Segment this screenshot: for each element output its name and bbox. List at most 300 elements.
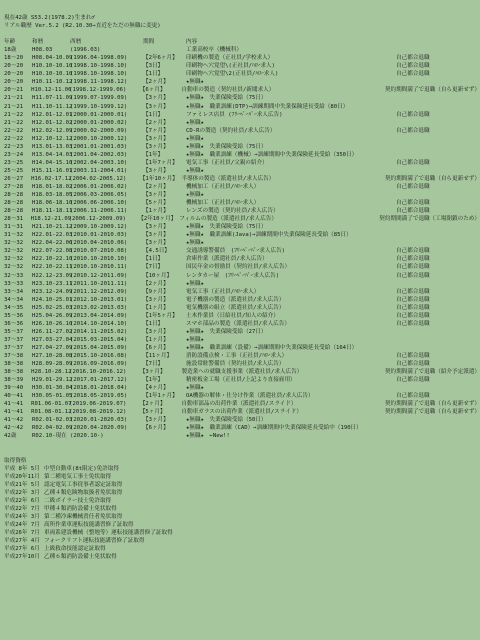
- row-western-year: (1998.12-1999.06): [69, 87, 127, 94]
- row-content: ファミレス店員 (ﾌﾘｰﾍﾟｰﾊﾟｰ求人広告): [186, 111, 283, 118]
- row-note: 自己都合退職: [396, 248, 430, 255]
- license-name: 上級救命技能認定証取得: [44, 546, 106, 553]
- row-age: 20〜20: [4, 63, 24, 70]
- row-note: [396, 328, 480, 336]
- table-row: [4, 86, 480, 94]
- row-content: 自動車ガラスの出荷作業（派遣社員/スライド）: [181, 409, 302, 416]
- row-note: [396, 432, 480, 440]
- table-row: [4, 280, 480, 288]
- row-note: [396, 231, 480, 239]
- row-content: ★無職★ 職業訓練（設備）→訓練期間中失業保険延長受給（164日）: [186, 344, 358, 351]
- row-duration: 【11ヶ月】: [143, 352, 173, 359]
- row-age: 20〜20: [4, 79, 24, 86]
- row-content: ★無職★: [186, 385, 204, 392]
- table-row: [4, 368, 480, 376]
- spacer: [4, 30, 480, 38]
- row-western-year: (2016.09-2016.09): [70, 361, 128, 368]
- row-western-year: (2011.12-2012.09): [70, 288, 128, 295]
- row-western-year: (2009.10-2009.12): [70, 224, 128, 231]
- row-western-year: (2018.01-2018.04): [70, 385, 128, 392]
- row-age: 41〜41: [4, 401, 24, 408]
- row-content: ★無職★ ←New!!: [186, 433, 230, 440]
- row-content: ★無職★ 失業保険受給（27日）: [186, 328, 267, 335]
- row-age: 21〜21: [4, 103, 24, 110]
- row-age: 22〜23: [4, 143, 24, 150]
- row-note: 自己都合退職: [396, 55, 430, 62]
- row-age: 28〜31: [4, 216, 24, 223]
- row-japanese-era: H08.04-10.09: [32, 55, 73, 62]
- row-note: 自己都合退職: [396, 288, 430, 295]
- row-japanese-era: H27.03-27.04: [32, 336, 73, 343]
- row-duration: 【6ヶ月】: [139, 87, 166, 94]
- row-duration: 【1日】: [143, 111, 164, 118]
- row-content: 機械加工（正社員/ﾊﾛｰ求人）: [186, 200, 260, 207]
- row-content: 半導体の製造（派遣社員/求人広告）: [181, 175, 275, 182]
- table-row: [4, 223, 480, 231]
- row-age: 34〜35: [4, 304, 24, 311]
- row-age: 28〜28: [4, 208, 24, 215]
- row-age: 20〜20: [4, 71, 24, 78]
- table-row: [4, 336, 480, 344]
- col-age: 年齢: [4, 39, 16, 46]
- row-western-year: (2014.10-2014.10): [70, 320, 128, 327]
- row-age: 33〜33: [4, 280, 24, 287]
- row-duration: 【3ヶ月】: [143, 192, 169, 199]
- row-content: 電子機器の製造（派遣社員/求人広告）: [186, 296, 285, 303]
- license-item: [4, 545, 480, 553]
- license-date: 平成22年 6月: [4, 497, 40, 504]
- row-duration: 【5ヶ月】: [139, 409, 166, 416]
- row-western-year: (2000.01-2000.01): [70, 111, 128, 118]
- row-duration: 【2年6ヶ月】: [143, 55, 178, 62]
- row-western-year: (2006.03-2006.05): [70, 192, 128, 199]
- row-duration: 【3ヶ月】: [143, 135, 169, 142]
- row-japanese-era: H27.04-27.09: [32, 344, 73, 351]
- row-age: 25〜25: [4, 167, 24, 174]
- row-content: 自動車部品の出荷作業（派遣社員/スライド）: [181, 401, 297, 408]
- row-content: 交通誘導警備員 (ﾌﾘｰﾍﾟｰﾊﾟｰ求人広告): [186, 248, 286, 255]
- row-japanese-era: H18.03-18.05: [32, 192, 73, 199]
- table-row: [4, 103, 480, 111]
- row-japanese-era: H10.11-10.12: [32, 79, 73, 86]
- row-western-year: (2019.06-2019.07): [69, 401, 127, 408]
- row-content: ★無職★ 職業訓練(DTP)→訓練期間中失業保険延長受給（80日）: [186, 103, 349, 110]
- row-duration: 【3ヶ月】: [143, 103, 169, 110]
- row-content: ★無職★ 職業訓練（CAD）→訓練期間中失業保険延長受給中（190日）: [186, 425, 362, 432]
- row-age: 42歳: [4, 433, 17, 440]
- row-content: ★無職★ 失業保険受給（50日）: [186, 417, 267, 424]
- row-note: 自己都合退職: [396, 71, 430, 78]
- table-row: [4, 416, 480, 424]
- table-row: [4, 62, 480, 70]
- license-date: 平成22年 7月: [4, 505, 40, 512]
- row-duration: 【7ヶ月】: [143, 127, 169, 134]
- table-row: [4, 376, 480, 384]
- row-duration: 【1年1ヶ月】: [143, 393, 178, 400]
- license-name: 第二種冷凍機械責任者免状取得: [44, 513, 123, 520]
- table-row: [4, 304, 480, 312]
- row-western-year: (1998.10-1998.10): [70, 71, 128, 78]
- row-japanese-era: H14.04-15.10: [32, 159, 73, 166]
- row-duration: [143, 432, 186, 440]
- row-duration: 【3ヶ月】: [143, 95, 169, 102]
- row-note: [396, 336, 480, 344]
- row-age: 39〜40: [4, 385, 24, 392]
- row-note: [396, 119, 480, 127]
- row-content: レンズの製造（契約社員/求人広告）: [186, 208, 279, 215]
- row-japanese-era: H26.11-27.02: [32, 328, 73, 335]
- row-duration: 【2年10ヶ月】: [138, 216, 177, 223]
- row-japanese-era: H12.01-12.01: [32, 111, 73, 118]
- row-note: 契約期間満了で退職（自ら更新せず）: [384, 409, 480, 416]
- row-duration: 【6ヶ月】: [143, 344, 169, 351]
- header-age-birth: 現在42歳 S53.2(1978.2)生まれ♂: [4, 15, 95, 21]
- row-western-year: (2010.04-2010.06): [70, 240, 128, 247]
- license-item: [4, 537, 480, 545]
- row-note: [396, 135, 480, 143]
- row-duration: 【4.5日】: [143, 248, 170, 255]
- table-row: [4, 151, 480, 159]
- row-duration: 【3ヶ月】: [143, 167, 169, 174]
- table-row: [4, 312, 480, 320]
- row-japanese-era: H11.10-11.12: [32, 103, 73, 110]
- license-name: 乙種６類消防設備士免状取得: [44, 554, 117, 561]
- table-row: [4, 111, 480, 119]
- row-western-year: (2012.10-2013.01): [70, 296, 128, 303]
- row-age: 40〜41: [4, 393, 24, 400]
- row-note: [396, 384, 480, 392]
- row-age: 41〜42: [4, 417, 24, 424]
- row-content: 機械加工（正社員/ﾊﾛｰ求人）: [186, 183, 260, 190]
- row-western-year: (2004.02-2005.12): [69, 175, 127, 182]
- row-note: [396, 78, 480, 86]
- row-age: 22〜22: [4, 135, 24, 142]
- row-japanese-era: H08.03: [32, 47, 53, 54]
- row-age: 35〜37: [4, 328, 24, 335]
- row-note: 契約期間満了で退職（自ら更新せず）: [384, 175, 480, 182]
- license-item: [4, 529, 480, 537]
- row-age: 36〜36: [4, 320, 24, 327]
- row-duration: 【3ヶ月】: [143, 296, 169, 303]
- row-japanese-era: H28.09-28.09: [32, 361, 73, 368]
- row-age: 38〜38: [4, 369, 24, 376]
- row-note: [396, 151, 480, 159]
- license-date: 平成27年10月: [4, 554, 40, 561]
- row-note: [396, 424, 480, 432]
- row-content: スマホ部品の製造（派遣社員/求人広告）: [186, 320, 290, 327]
- row-note: 自己都合退職: [396, 393, 430, 400]
- row-japanese-era: H22.01-22.03: [32, 232, 73, 239]
- row-note: 自己都合退職: [396, 200, 430, 207]
- row-western-year: (2014.11-2015.02): [70, 328, 128, 335]
- row-western-year: (2001.01-2001.03): [70, 143, 128, 150]
- table-row: [4, 127, 480, 135]
- row-duration: 【7日】: [143, 264, 164, 271]
- license-name: 甲種４類消防設備士免状取得: [44, 505, 117, 512]
- row-duration: 【1日】: [143, 256, 164, 263]
- license-item: [4, 553, 480, 561]
- row-content: ★無職★: [186, 167, 204, 174]
- license-name: 車両系建設機械（整地等）運転技能講習修了証取得: [44, 530, 173, 536]
- row-content: 施設常駐警備員（契約社員/求人広告）: [186, 361, 285, 368]
- license-name: 第二種電気工事士免状取得: [44, 473, 112, 480]
- header-version: リアル職歴 Ver.5.2 (R2.10.30→直近をただの無職に変更): [4, 23, 161, 30]
- row-content: 印刷物へ穴覚望\2(正社員/ﾊﾛｰ求人): [186, 71, 279, 78]
- table-row: [4, 46, 480, 54]
- row-japanese-era: R01.08-01.12: [31, 409, 72, 416]
- license-name: 高所作業車運転技能講習修了証取得: [44, 521, 134, 528]
- row-duration: 【2ヶ月】: [143, 79, 169, 86]
- row-duration: 【2ヶ月】: [143, 119, 169, 126]
- row-duration: 【1年10ヶ月】: [139, 175, 178, 182]
- row-duration: 【3ヶ月】: [143, 328, 169, 335]
- license-item: [4, 497, 480, 505]
- row-note: 自己都合退職: [396, 127, 430, 134]
- license-name: 中型自動車(8t限定)免許取得: [44, 465, 120, 472]
- row-age: 32〜33: [4, 272, 24, 279]
- table-row: [4, 94, 480, 102]
- row-western-year: (2015.10-2016.08): [70, 352, 128, 359]
- row-content: ★無職★: [186, 135, 204, 142]
- row-duration: 【4ヶ月】: [143, 385, 169, 392]
- row-western-year: (1998.11-1998.12): [70, 79, 128, 86]
- row-japanese-era: H16.02-17.12: [31, 175, 72, 182]
- table-row: [4, 384, 480, 392]
- row-note: [396, 94, 480, 102]
- row-age: 18歳: [4, 47, 17, 54]
- row-content: OA機器の解体・仕分け作業（派遣社員/求人広告）: [186, 393, 314, 400]
- row-duration: 【1ヶ月】: [143, 304, 169, 311]
- row-western-year: (2011.10-2011.11): [70, 280, 128, 287]
- row-western-year: (2020.04-2020.09): [70, 425, 128, 432]
- table-row: [4, 432, 480, 440]
- row-japanese-era: H27.10-28.08: [32, 352, 73, 359]
- row-duration: 【1年】: [143, 151, 164, 158]
- row-note: [396, 143, 480, 151]
- license-date: 平成21年 5月: [4, 481, 40, 488]
- row-japanese-era: H13.01-13.03: [32, 143, 73, 150]
- row-age: 41〜41: [4, 409, 24, 416]
- table-row: [4, 207, 480, 215]
- row-content: 土木作業員（日給社員/知人の紹介）: [186, 312, 279, 319]
- row-japanese-era: H30.05-01.05: [32, 393, 73, 400]
- row-content: ★無職★ 失業保険受給（75日）: [186, 224, 267, 231]
- licenses-list: [4, 465, 480, 562]
- row-western-year: (2017.01-2017.12): [70, 377, 128, 384]
- col-duration: 期間: [143, 39, 155, 46]
- table-row: [4, 408, 480, 416]
- row-duration: 【1年】: [143, 377, 164, 384]
- license-item: [4, 521, 480, 529]
- row-note: [396, 167, 480, 175]
- row-age: 21〜22: [4, 119, 24, 126]
- row-age: 21〜21: [4, 95, 24, 102]
- row-content: 国民年金の督励員（契約社員/求人広告）: [186, 264, 291, 271]
- row-age: 18〜20: [4, 55, 24, 62]
- row-japanese-era: H10.10-10.10: [32, 63, 73, 70]
- row-western-year: (1999.10-1999.12): [70, 103, 128, 110]
- row-note: 自己都合退職: [396, 304, 430, 311]
- row-western-year: (2020.10-): [70, 433, 104, 440]
- row-western-year: (2015.03-2015.04): [70, 336, 128, 343]
- row-western-year: (1998.10-1998.10): [70, 63, 128, 70]
- history-table: [4, 46, 480, 440]
- table-row: [4, 167, 480, 175]
- table-row: [4, 352, 480, 360]
- table-row: [4, 239, 480, 247]
- row-western-year: (2016.10-2016.12): [69, 369, 127, 376]
- row-japanese-era: H22.10-22.10: [32, 256, 73, 263]
- row-age: 32〜32: [4, 248, 24, 255]
- row-note: 自己都合退職: [396, 361, 430, 368]
- row-content: 電気工事（正社員/父親の紹介）: [186, 159, 268, 166]
- license-date: 平成27年 6月: [4, 546, 40, 553]
- row-note: [396, 280, 480, 288]
- row-content: 製造業への就職支援事業（派遣社員/求人広告）: [181, 369, 303, 376]
- row-western-year: (2010.07-2010.08): [70, 248, 128, 255]
- row-age: 35〜36: [4, 312, 24, 319]
- row-note: 自己都合退職: [396, 256, 430, 263]
- row-japanese-era: H13.04-14.03: [32, 151, 73, 158]
- table-row: [4, 78, 480, 86]
- row-age: 22〜22: [4, 127, 24, 134]
- table-row: [4, 247, 480, 255]
- license-date: 平成20年11月: [4, 473, 40, 480]
- row-western-year: (2010.01-2010.03): [70, 232, 128, 239]
- row-content: ★無職★ 職業訓練（機械）→訓練期間中失業保険延長受給（350日）: [186, 151, 358, 158]
- table-row: [4, 119, 480, 127]
- row-age: 23〜24: [4, 151, 24, 158]
- row-age: 38〜38: [4, 361, 24, 368]
- row-western-year: (2003.11-2004.01): [70, 167, 128, 174]
- row-content: CD-Rの製造（契約社員/求人広告）: [186, 127, 276, 134]
- row-content: 消防設備点検・工事（正社員/ﾊﾛｰ求人）: [186, 352, 288, 359]
- license-date: 平成26年 7月: [4, 530, 40, 536]
- row-duration: 【1ヶ月】: [143, 336, 169, 343]
- row-japanese-era: R02.10-現在: [32, 433, 67, 440]
- row-western-year: (2013.02-2013.03): [70, 304, 128, 311]
- license-date: 平成24年 7月: [4, 521, 40, 528]
- row-western-year: (2006.12-2009.09): [68, 216, 126, 223]
- row-note: 契約期間満了で退職（自ら更新せず）: [384, 87, 480, 94]
- row-japanese-era: H22.07-22.08: [32, 248, 73, 255]
- table-row: [4, 263, 480, 271]
- col-note: [396, 38, 480, 46]
- row-western-year: (2001.04-2002.03): [70, 151, 128, 158]
- row-note: 自己都合退職: [396, 320, 430, 327]
- row-age: 32〜32: [4, 264, 24, 271]
- license-name: 認定電気工事従事者認定証取得: [44, 481, 123, 488]
- license-item: [4, 505, 480, 513]
- row-note: 自己都合退職: [396, 159, 430, 166]
- row-age: 26〜27: [4, 175, 24, 182]
- row-content: フィルムの製造（派遣社員/求人広告）: [179, 216, 277, 223]
- row-duration: 【1ヶ月】: [143, 208, 169, 215]
- row-western-year: (2019.08-2019.12): [69, 409, 127, 416]
- license-name: 乙種４類危険物取扱者免状取得: [44, 489, 123, 496]
- row-western-year: (2000.10-2000.12): [70, 135, 128, 142]
- row-age: 23〜25: [4, 159, 24, 166]
- row-note: [396, 223, 480, 231]
- column-headers: [4, 38, 480, 46]
- row-japanese-era: H29.01-29.12: [32, 377, 73, 384]
- col-japanese-era: 和暦: [32, 39, 44, 46]
- row-note: 自己都合退職: [396, 63, 430, 70]
- row-duration: 【3ヶ月】: [143, 240, 169, 247]
- row-japanese-era: H22.10-22.11: [32, 264, 73, 271]
- license-item: [4, 465, 480, 473]
- row-western-year: (2000.01-2000.02): [70, 119, 128, 126]
- spacer: [4, 440, 480, 448]
- row-content: 印刷機の製造（正社員/学校求人）: [186, 55, 274, 62]
- row-japanese-era: H18.12-21.09: [30, 216, 72, 223]
- table-row: [4, 54, 480, 62]
- row-japanese-era: H23.10-23.11: [32, 280, 73, 287]
- license-date: 平成22年 3月: [4, 489, 40, 496]
- table-row: [4, 344, 480, 352]
- table-row: [4, 288, 480, 296]
- row-japanese-era: H26.10-26.10: [32, 320, 73, 327]
- row-japanese-era: H28.10-28.12: [31, 369, 72, 376]
- row-japanese-era: H12.02-12.09: [32, 127, 73, 134]
- table-row: [4, 143, 480, 151]
- row-age: 31〜32: [4, 232, 24, 239]
- row-content: ★無職★: [186, 79, 204, 86]
- table-row: [4, 199, 480, 207]
- row-note: [396, 416, 480, 424]
- row-japanese-era: H18.06-18.10: [32, 200, 73, 207]
- row-age: 28〜28: [4, 192, 24, 199]
- licenses-title: 取得資格: [4, 457, 27, 464]
- row-age: 38〜39: [4, 377, 24, 384]
- row-note: 自己都合退職: [396, 377, 430, 384]
- row-content: ★無職★ 失業保険受給（75日）: [186, 143, 267, 150]
- row-duration: [143, 46, 186, 54]
- row-note: [396, 191, 480, 199]
- row-western-year: (2006.11-2006.11): [70, 208, 128, 215]
- row-western-year: (2013.04-2014.09): [70, 312, 128, 319]
- row-japanese-era: H24.10-25.01: [32, 296, 73, 303]
- table-row: [4, 191, 480, 199]
- license-item: [4, 481, 480, 489]
- row-content: 倉庫作業（派遣社員/求人広告）: [186, 256, 268, 263]
- license-date: 平成27年 4月: [4, 538, 40, 545]
- row-duration: 【10ヶ月】: [143, 272, 173, 279]
- row-japanese-era: H22.12-23.09: [32, 272, 73, 279]
- row-japanese-era: H12.01-12.02: [32, 119, 73, 126]
- row-japanese-era: H25.04-26.09: [32, 312, 73, 319]
- table-row: [4, 135, 480, 143]
- license-date: 平成24年 3月: [4, 513, 40, 520]
- row-western-year: (1996.03): [70, 47, 101, 54]
- row-duration: 【1日】: [143, 320, 164, 327]
- row-japanese-era: R02.01-02.03: [32, 417, 73, 424]
- license-name: 二級ボイラー技士免許取得: [44, 497, 112, 504]
- row-content: 工業高校卒（機械科）: [186, 47, 242, 54]
- row-note: 自己都合退職: [396, 183, 430, 190]
- row-content: ★無職★ 職業訓練(Java)→訓練期間中失業保険延長受給（85日）: [186, 232, 352, 239]
- row-japanese-era: R02.04-02.09: [32, 425, 73, 432]
- row-duration: 【1日】: [143, 71, 164, 78]
- row-note: [396, 344, 480, 352]
- row-age: 32〜32: [4, 240, 24, 247]
- row-japanese-era: H12.10-12.12: [32, 135, 73, 142]
- table-row: [4, 400, 480, 408]
- row-western-year: (2018.05-2019.05): [70, 393, 128, 400]
- row-content: 電気工事（正社員/ﾊﾛｰ求人）: [186, 288, 260, 295]
- row-note: [396, 103, 480, 111]
- row-japanese-era: H18.11-18.11: [32, 208, 73, 215]
